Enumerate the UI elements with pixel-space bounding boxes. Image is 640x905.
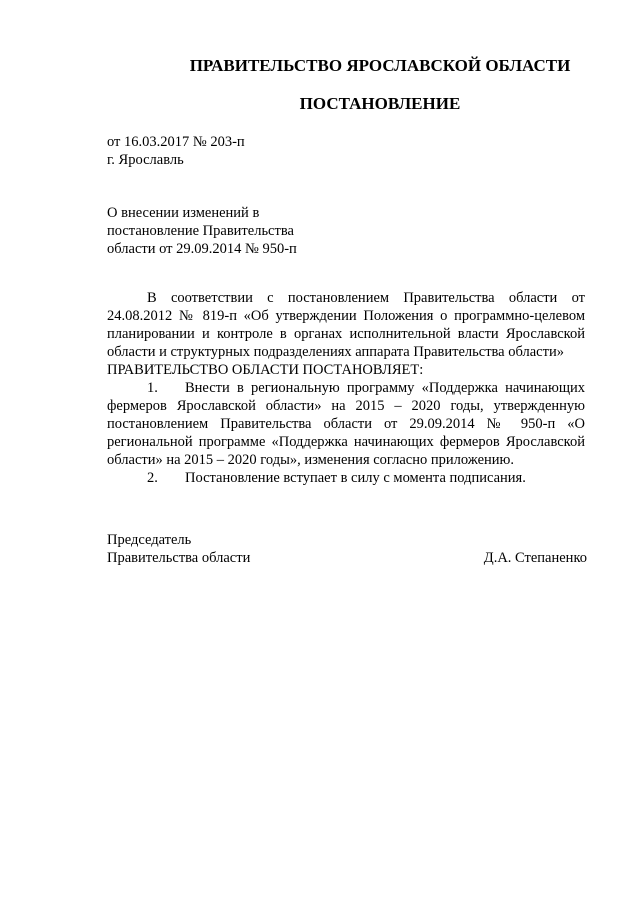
signatory-title-line-1: Председатель	[107, 532, 192, 548]
subject-line-3: области от 29.09.2014 № 950-п	[107, 241, 297, 257]
document-subject	[107, 204, 297, 258]
list-item-number: 2.	[147, 470, 158, 486]
organization-title: ПРАВИТЕЛЬСТВО ЯРОСЛАВСКОЙ ОБЛАСТИ	[189, 56, 571, 75]
signature-block	[107, 531, 587, 567]
date-number-line: от 16.03.2017 № 203-п	[107, 134, 245, 150]
list-item-number: 1.	[147, 380, 158, 396]
list-item-continuation: фермеров Ярославской области» на 2015 – 2020 годы, утвержденную постановлением Правительства области от 29.09.2014 № 950-п «О региональной программе «Поддержка начинающих фермеров Ярославской области» на 2015 – 2020 годы», изменения согласно приложению.	[107, 398, 585, 468]
city-line: г. Ярославль	[107, 152, 184, 168]
list-item-first-line	[107, 469, 585, 487]
signatory-name: Д.А. Степаненко	[483, 550, 587, 566]
list-item	[107, 469, 585, 487]
list-item	[107, 379, 585, 469]
list-item-text: Постановление вступает в силу с момента подписания.	[185, 470, 526, 486]
document-meta	[107, 133, 245, 169]
preamble-paragraph: В соответствии с постановлением Правительства области от 24.08.2012 № 819-п «Об утверждении Положения о программно-целевом планировании и контроле в органах исполнительной власти Ярославской области и структурных подразделениях аппарата Правительства области»	[107, 290, 585, 360]
subject-line-1: О внесении изменений в	[107, 205, 260, 221]
list-item-text: Внести в региональную программу «Поддержка начинающих	[185, 380, 585, 396]
signatory-title-line-2: Правительства области	[107, 550, 251, 566]
list-item-first-line	[107, 379, 585, 397]
document-type-title: ПОСТАНОВЛЕНИЕ	[299, 94, 461, 113]
subject-line-2: постановление Правительства	[107, 223, 294, 239]
signature-row	[107, 549, 587, 567]
document-body	[107, 289, 585, 487]
resolves-line: ПРАВИТЕЛЬСТВО ОБЛАСТИ ПОСТАНОВЛЯЕТ:	[107, 362, 424, 378]
